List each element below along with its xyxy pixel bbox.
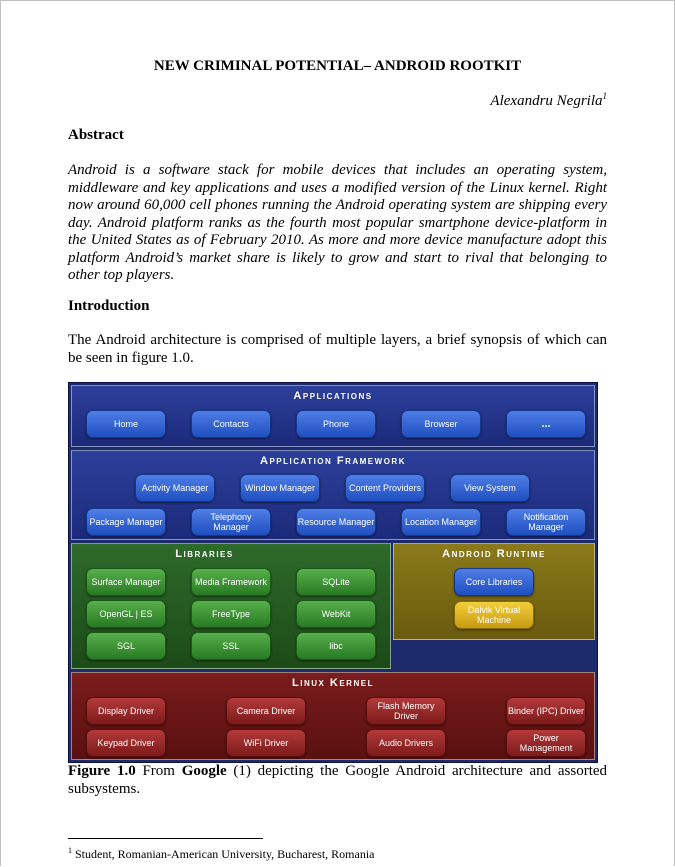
framework-block: Content Providers xyxy=(345,474,425,502)
framework-block: Package Manager xyxy=(86,508,166,536)
paper-title: NEW CRIMINAL POTENTIAL– ANDROID ROOTKIT xyxy=(153,58,522,74)
footnote-divider xyxy=(68,838,263,839)
footnote xyxy=(68,846,374,862)
caption-label: Figure 1.0 xyxy=(68,763,136,779)
framework-block: Telephony Manager xyxy=(191,508,271,536)
framework-layer xyxy=(71,450,595,540)
kernel-title: Linux Kernel xyxy=(292,677,374,689)
framework-block: Resource Manager xyxy=(296,508,376,536)
abstract-text: Android is a software stack for mobile devices that includes an operating system, middleware and key applications and uses a modified version of the Linux kernel. Right now around 60,000 cell phones running the Android operating system are shipping every day. Android platform ranks as the fourth most popular smartphone device-platform in the United States as of February 2010. As more and more device manufacture adopt this platform Android’s market share is likely to grow and start to rival that belonging to other top players. xyxy=(68,162,607,283)
framework-block: Activity Manager xyxy=(135,474,215,502)
kernel-block: Audio Drivers xyxy=(366,729,446,757)
runtime-title: Android Runtime xyxy=(442,548,546,560)
app-block: Browser xyxy=(401,410,481,438)
footnote-text: Student, Romanian-American University, Bucharest, Romania xyxy=(75,847,375,861)
framework-block: Window Manager xyxy=(240,474,320,502)
kernel-layer xyxy=(71,672,595,760)
kernel-block: Camera Driver xyxy=(226,697,306,725)
runtime-block: Dalvik Virtual Machine xyxy=(454,601,534,629)
kernel-block: Flash Memory Driver xyxy=(366,697,446,725)
library-block: Surface Manager xyxy=(86,568,166,596)
introduction-text: The Android architecture is comprised of multiple layers, a brief synopsis of which can be seen in figure 1.0. xyxy=(68,332,607,366)
library-block: OpenGL | ES xyxy=(86,600,166,628)
libraries-title: Libraries xyxy=(175,548,234,560)
library-block: SGL xyxy=(86,632,166,660)
library-block: SSL xyxy=(191,632,271,660)
kernel-block: Binder (IPC) Driver xyxy=(506,697,586,725)
kernel-block: WiFi Driver xyxy=(226,729,306,757)
runtime-layer xyxy=(393,543,595,640)
author-name: Alexandru Negrila$^1$ xyxy=(490,91,607,109)
author-footnote-mark: 1 xyxy=(602,91,607,101)
abstract-heading: Abstract xyxy=(68,127,124,143)
kernel-block: Display Driver xyxy=(86,697,166,725)
app-block: ... xyxy=(506,410,586,438)
introduction-heading: Introduction xyxy=(68,298,150,314)
app-block: Home xyxy=(86,410,166,438)
figure-caption xyxy=(68,763,607,798)
framework-title: Application Framework xyxy=(260,455,406,467)
footnote-mark: 1 xyxy=(68,846,72,855)
caption-source: Google xyxy=(181,763,227,779)
app-block: Contacts xyxy=(191,410,271,438)
framework-block: View System xyxy=(450,474,530,502)
kernel-block: Keypad Driver xyxy=(86,729,166,757)
framework-block: Location Manager xyxy=(401,508,481,536)
library-block: Media Framework xyxy=(191,568,271,596)
caption-from: From xyxy=(142,763,175,779)
library-block: WebKit xyxy=(296,600,376,628)
libraries-layer xyxy=(71,543,391,669)
android-architecture-figure xyxy=(68,382,598,763)
applications-title: Applications xyxy=(293,390,373,402)
applications-layer xyxy=(71,385,595,447)
caption-text: (1) depicting the Google Android architecture and assorted subsystems. xyxy=(68,763,608,797)
library-block: SQLite xyxy=(296,568,376,596)
framework-block: Notification Manager xyxy=(506,508,586,536)
library-block: libc xyxy=(296,632,376,660)
app-block: Phone xyxy=(296,410,376,438)
library-block: FreeType xyxy=(191,600,271,628)
runtime-block: Core Libraries xyxy=(454,568,534,596)
kernel-block: Power Management xyxy=(506,729,586,757)
